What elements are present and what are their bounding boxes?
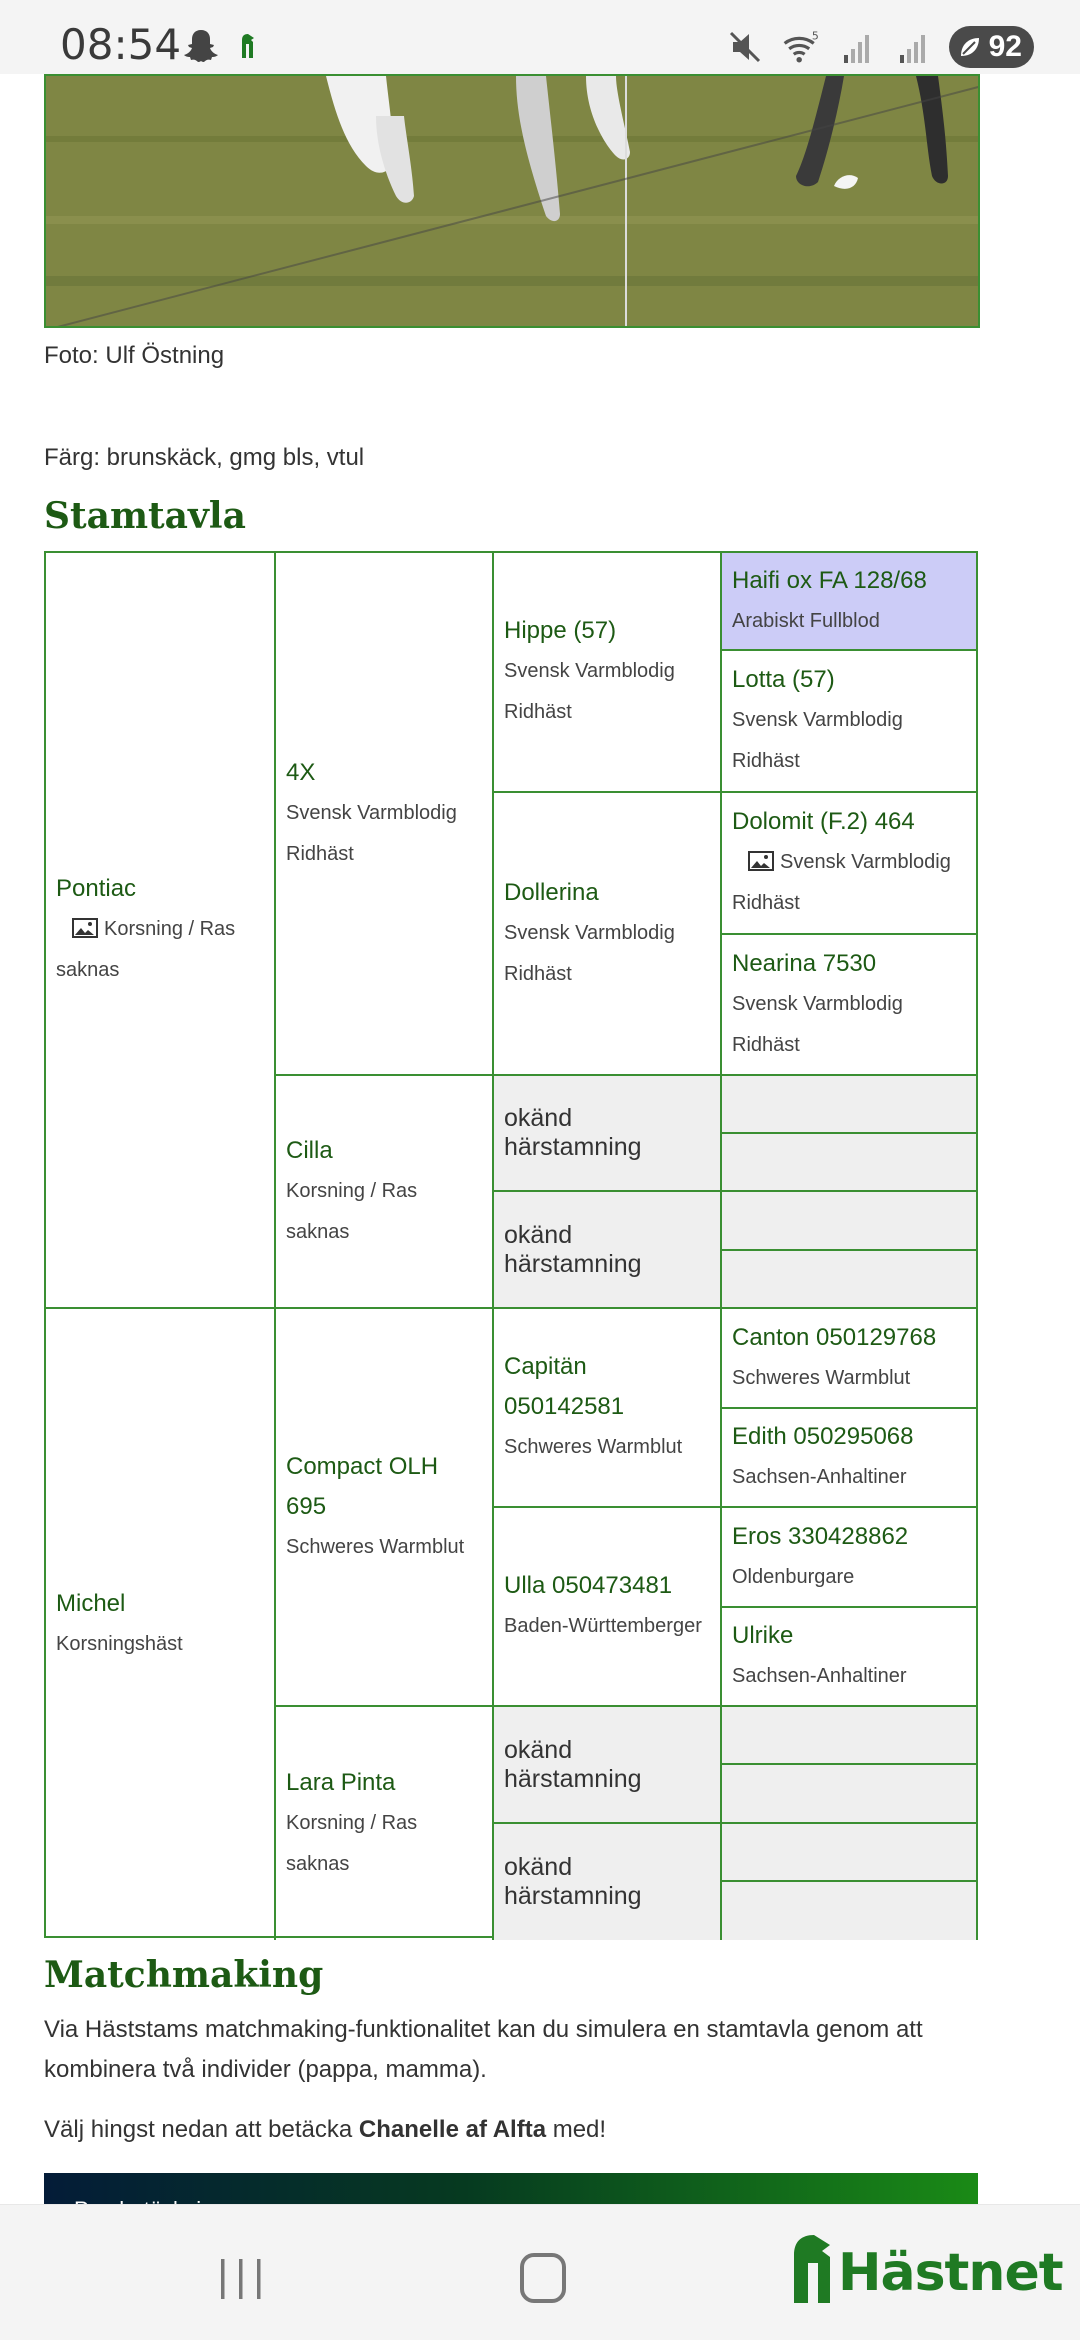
- pedigree-unknown: okänd härstamning: [494, 1076, 722, 1192]
- photo-credit: Foto: Ulf Östning: [44, 342, 225, 369]
- horse-breed: Korsningshäst: [56, 1633, 183, 1655]
- horse-name[interactable]: Compact OLH 695: [286, 1452, 439, 1520]
- horse-breed: Arabiskt Fullblod: [732, 609, 880, 632]
- matchmaking-heading: Matchmaking: [44, 1954, 324, 1996]
- horse-name[interactable]: Canton 050129768: [732, 1323, 937, 1351]
- status-icons: [725, 24, 1034, 70]
- horse-breed: Svensk Varmblodig Ridhäst: [732, 709, 903, 772]
- horse-breed: Oldenburgare: [732, 1565, 855, 1588]
- horse-breed: Korsning / Ras saknas: [56, 918, 236, 981]
- pedigree-g4-1[interactable]: [722, 553, 978, 651]
- mute-icon: [725, 27, 765, 67]
- snapchat-icon: [184, 28, 218, 64]
- horse-logo-icon: [790, 2233, 836, 2305]
- pedigree-g4-3[interactable]: [722, 793, 978, 935]
- horse-name[interactable]: 4X: [286, 758, 316, 786]
- pedigree-sire[interactable]: [46, 553, 276, 1309]
- horse-name[interactable]: Pontiac: [56, 875, 137, 902]
- pedigree-dam[interactable]: [46, 1309, 276, 1940]
- pedigree-empty: [722, 1824, 978, 1882]
- horse-name[interactable]: Ulla 050473481: [504, 1572, 673, 1599]
- navigation-bar: [0, 2204, 1080, 2340]
- pedigree-g4-2[interactable]: [722, 651, 978, 793]
- horse-breed: Schweres Warmblut: [286, 1535, 465, 1558]
- horse-breed: Svensk Varmblodig Ridhäst: [504, 921, 675, 985]
- leaf-icon: [957, 34, 983, 60]
- pedigree-sd[interactable]: [276, 1076, 494, 1309]
- pedigree-unknown: okänd härstamning: [494, 1707, 722, 1824]
- pedigree-g4-5[interactable]: [722, 1309, 978, 1409]
- pedigree-unknown: okänd härstamning: [494, 1824, 722, 1940]
- wifi-icon: [781, 27, 821, 67]
- horse-name[interactable]: Lotta (57): [732, 666, 835, 693]
- horse-breed: Korsning / Ras saknas: [286, 1811, 418, 1875]
- pedigree-empty: [722, 1882, 978, 1940]
- pedigree-empty: [722, 1765, 978, 1824]
- horse-name[interactable]: Dolomit (F.2) 464: [732, 808, 915, 835]
- pedigree-empty: [722, 1076, 978, 1134]
- recent-apps-icon[interactable]: [218, 2257, 264, 2301]
- horse-breed: Svensk Varmblodig Ridhäst: [504, 660, 675, 723]
- horse-breed: Sachsen-Anhaltiner: [732, 1466, 907, 1488]
- horse-name[interactable]: Haifi ox FA 128/68: [732, 566, 927, 594]
- horse-name[interactable]: Lara Pinta: [286, 1768, 396, 1796]
- pedigree-empty: [722, 1192, 978, 1251]
- status-bar: [0, 0, 1080, 74]
- mare-name: Chanelle af Alfta: [358, 2116, 547, 2143]
- pedigree-g4-4[interactable]: [722, 935, 978, 1076]
- battery-level: 92: [988, 30, 1022, 63]
- coat-color: Färg: brunskäck, gmg bls, vtul: [44, 444, 365, 471]
- horse-name[interactable]: Edith 050295068: [732, 1423, 914, 1450]
- status-time: 08:54: [60, 20, 182, 69]
- horse-breed: Svensk Varmblodig Ridhäst: [732, 851, 951, 914]
- horse-name[interactable]: Cilla: [286, 1136, 333, 1164]
- image-icon[interactable]: [748, 851, 774, 871]
- logo-text: Hästnet: [838, 2243, 1063, 2303]
- horse-breed: Svensk Varmblodig Ridhäst: [732, 992, 903, 1056]
- pedigree-empty: [722, 1134, 978, 1192]
- signal-icon-2: [893, 27, 933, 67]
- horse-name[interactable]: Eros 330428862: [732, 1522, 909, 1550]
- horse-breed: Schweres Warmblut: [504, 1436, 683, 1458]
- pedigree-dd[interactable]: [276, 1707, 494, 1940]
- svg-text:5: 5: [811, 29, 819, 43]
- matchmaking-description: Via Häststams matchmaking-funktionalitet kan du simulera en stamtavla genom att kombinera två individer (pappa, mamma).: [44, 2016, 923, 2083]
- pedigree-ds[interactable]: [276, 1309, 494, 1707]
- horse-breed: Svensk Varmblodig Ridhäst: [286, 801, 457, 865]
- matchmaking-instruction: Välj hingst nedan att betäcka Chanelle af Alfta med!: [44, 2116, 607, 2143]
- pedigree-g4-6[interactable]: [722, 1409, 978, 1508]
- pedigree-g4-8[interactable]: [722, 1608, 978, 1707]
- horse-photo-illustration: [46, 76, 980, 328]
- pedigree-dsd[interactable]: [494, 1508, 722, 1707]
- pedigree-sss[interactable]: [494, 553, 722, 793]
- horse-name[interactable]: Ulrike: [732, 1622, 794, 1649]
- horse-name[interactable]: Nearina 7530: [732, 949, 877, 977]
- pedigree-g4-7[interactable]: [722, 1508, 978, 1608]
- image-icon[interactable]: [72, 918, 98, 938]
- horse-name[interactable]: Hippe (57): [504, 617, 617, 644]
- pedigree-empty: [722, 1707, 978, 1765]
- pedigree-table: [44, 551, 978, 1938]
- hastnet-logo[interactable]: [790, 2229, 1063, 2313]
- pedigree-ss[interactable]: [276, 553, 494, 1076]
- pedigree-empty: [722, 1251, 978, 1309]
- hastnet-notification-icon: [240, 32, 258, 60]
- horse-breed: Baden-Württemberger: [504, 1615, 702, 1637]
- signal-icon-1: [837, 27, 877, 67]
- horse-photo[interactable]: [44, 74, 980, 328]
- horse-name[interactable]: Dollerina: [504, 878, 599, 906]
- horse-name[interactable]: Michel: [56, 1590, 126, 1617]
- horse-breed: Korsning / Ras saknas: [286, 1179, 418, 1243]
- pedigree-heading: Stamtavla: [44, 495, 246, 537]
- horse-breed: Sachsen-Anhaltiner: [732, 1665, 907, 1687]
- home-button[interactable]: [520, 2253, 566, 2303]
- pedigree-ssd[interactable]: [494, 793, 722, 1076]
- horse-name[interactable]: Capitän 050142581: [504, 1353, 625, 1420]
- battery-indicator: [949, 26, 1034, 68]
- horse-breed: Schweres Warmblut: [732, 1366, 911, 1389]
- pedigree-dss[interactable]: [494, 1309, 722, 1508]
- pedigree-unknown: okänd härstamning: [494, 1192, 722, 1309]
